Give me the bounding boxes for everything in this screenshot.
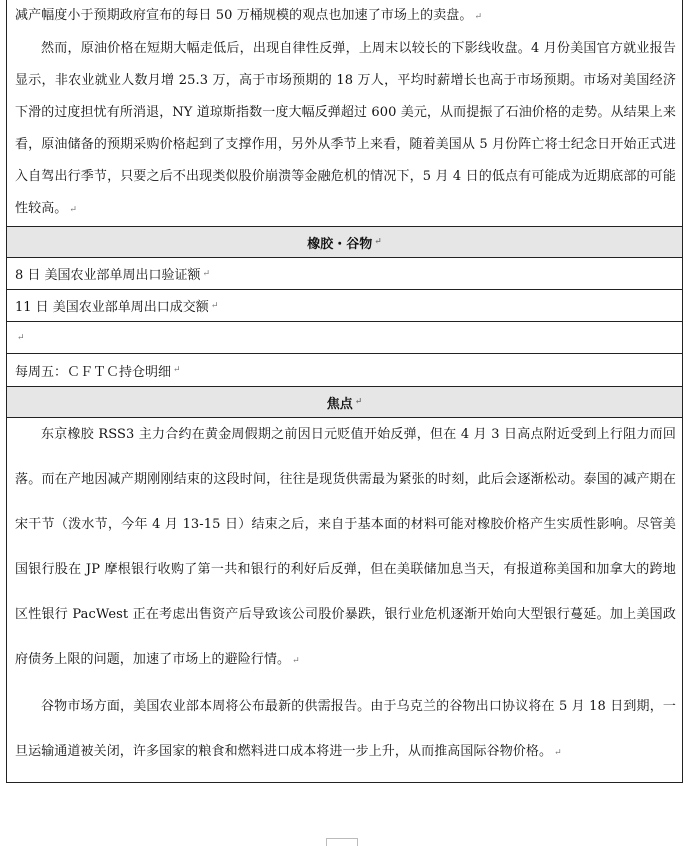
paragraph: 东京橡胶 RSS3 主力合约在黄金周假期之前因日元贬值开始反弹，但在 4 月 3 日高点附近受到上行阻力而回落。而在产地因减产期刚刚结束的这段时间，往往是现货供需最为紧张的时刻，此后会逐渐松动。泰国的减产期在宋干节（泼水节，今年 4 月 13-15 日）结束之后，来自于基本面的材料可能对橡胶价格产生实质性影响。尽管美国银行股在 JP 摩根银行收购了第一共和银行的利好后反弹，但在美联储加息当天，有报道称美国和加拿大的跨地区性银行 PacWest 正在考虑出售资产后导致该公司股价暴跌，银行业危机逐渐开始向大型银行蔓延。加上美国政府债务上限的问题，加速了市场上的避险行情。 ↵: [15, 427, 676, 667]
rubber-grain-schedule: [7, 258, 682, 386]
section-header-rubber-grain: 橡胶・谷物 ↵: [7, 226, 682, 258]
table-row: 每周五：ＣＦＴＣ持仓明细 ↵: [15, 364, 181, 380]
paragraph-mark-icon: ↵: [374, 237, 382, 247]
paragraph-mark-icon: ↵: [202, 268, 211, 279]
paragraph-mark-icon: ↵: [354, 397, 363, 407]
page-footer-tab: [326, 838, 358, 846]
paragraph-mark-icon: ↵: [210, 300, 219, 311]
paragraph-mark-icon: ↵: [69, 205, 78, 215]
paragraph-mark-icon: ↵: [554, 748, 562, 758]
table-row: 8 日 美国农业部单周出口验证额 ↵: [7, 258, 682, 290]
table-row: [7, 322, 682, 354]
paragraph: 谷物市场方面，美国农业部本周将公布最新的供需报告。由于乌克兰的谷物出口协议将在 5 月 18 日到期，一旦运输通道被关闭，许多国家的粮食和燃料进口成本将进一步上升，从而推高国际谷物价格。 ↵: [15, 699, 676, 759]
table-row: 11 日 美国农业部单周出口成交额 ↵: [7, 290, 682, 322]
section-header-focus: 焦点 ↵: [7, 386, 682, 418]
crude-oil-section: [7, 0, 682, 226]
paragraph-mark-icon: ↵: [17, 332, 25, 343]
focus-section: [7, 412, 682, 782]
paragraph: 减产幅度小于预期政府宣布的每日 50 万桶规模的观点也加速了市场上的卖盘。 ↵: [15, 8, 483, 23]
paragraph: 然而，原油价格在短期大幅走低后，出现自律性反弹，上周末以较长的下影线收盘。4 月份美国官方就业报告显示，非农业就业人数月增 25.3 万，高于市场预期的 18 万人，平均时薪增长也高于市场预期。市场对美国经济下滑的过度担忧有所消退，NY 道琼斯指数一度大幅反弹超过 600 美元，从而提振了石油价格的走势。从结果上来看，原油储备的预期采购价格起到了支撑作用，另外从季节上来看，随着美国从 5 月份阵亡将士纪念日开始正式进入自驾出行季节，只要之后不出现类似股价崩溃等金融危机的情况下，5 月 4 日的低点有可能成为近期底部的可能性较高。 ↵: [15, 41, 676, 216]
document-table: [6, 0, 683, 783]
paragraph-mark-icon: ↵: [474, 12, 483, 22]
paragraph-mark-icon: ↵: [173, 365, 181, 375]
paragraph-mark-icon: ↵: [292, 656, 300, 666]
